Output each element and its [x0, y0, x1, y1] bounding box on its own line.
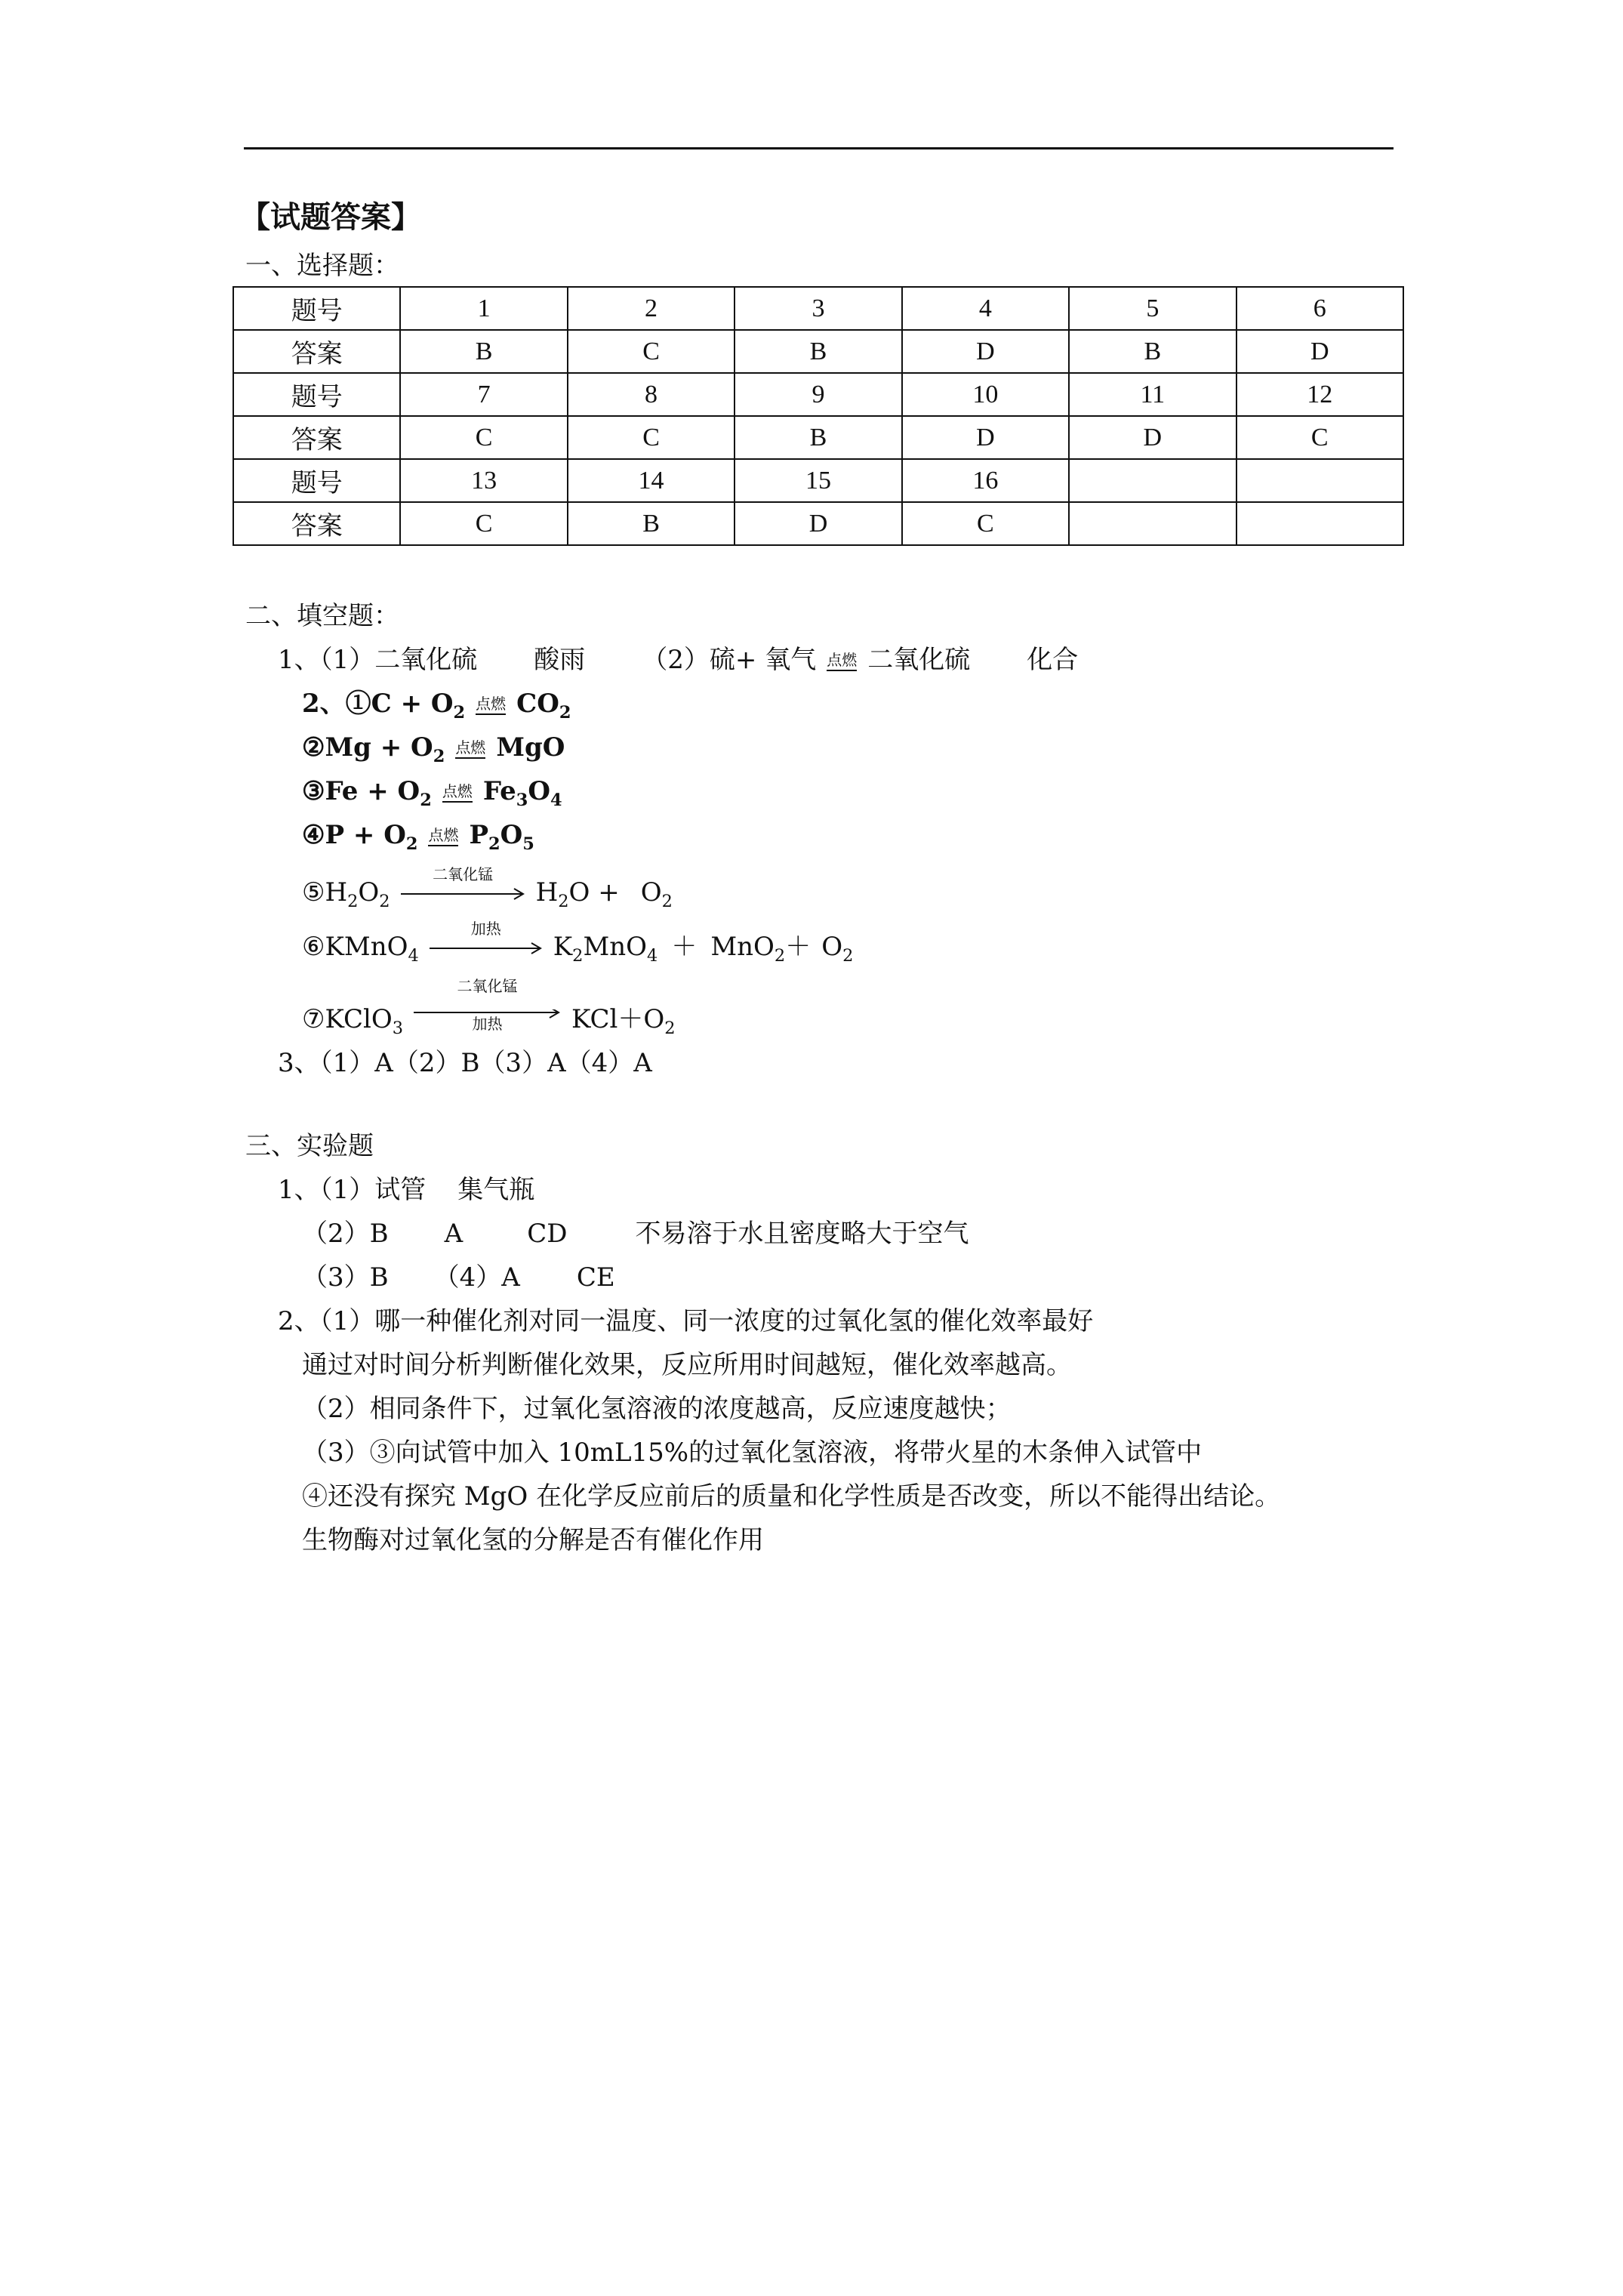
table-cell: C [1236, 416, 1403, 459]
exp-q2-line2: 通过对时间分析判断催化效果，反应所用时间越短，催化效率越高。 [302, 1350, 1072, 1380]
table-cell: 5 [1069, 287, 1236, 330]
q1-answer-5: 化合 [1027, 645, 1079, 675]
equation-5: $⑤H_2O_2$ 二氧化锰 $H_2O + O_2$ [302, 865, 673, 911]
table-cell: D [902, 330, 1069, 373]
table-cell: 9 [735, 373, 901, 416]
exp-q2-line6: 生物酶对过氧化氢的分解是否有催化作用 [302, 1525, 764, 1555]
table-cell: B [400, 330, 567, 373]
answer-table [233, 286, 1404, 546]
equation-3: ③Fe + $O_2$ 点燃 $Fe_3O_4$ [302, 776, 562, 810]
table-cell: 3 [735, 287, 901, 330]
table-cell: 14 [568, 459, 735, 502]
row-header-cell: 题号 [233, 287, 400, 330]
q1-answer-1: 1、（1）二氧化硫 [278, 645, 478, 675]
fill-q3: 3、（1）A（2）B（3）A（4）A [278, 1048, 652, 1078]
table-cell: C [568, 330, 735, 373]
table-cell: 10 [902, 373, 1069, 416]
exp-q1-line3: （3）B （4）A CE [302, 1262, 615, 1293]
equation-2: ②Mg + $O_2$ 点燃 MgO [302, 732, 565, 766]
exp-q1-line1: 1、（1）试管 集气瓶 [278, 1175, 535, 1205]
table-row [233, 287, 1403, 330]
table-row [233, 373, 1403, 416]
section1-title: 一、选择题： [245, 251, 399, 281]
table-cell: 11 [1069, 373, 1236, 416]
table-cell: 4 [902, 287, 1069, 330]
table-cell [1236, 502, 1403, 545]
q1-answer-4: 二氧化硫 [867, 645, 971, 675]
exp-q2-line3: （2）相同条件下，过氧化氢溶液的浓度越高，反应速度越快； [302, 1394, 1012, 1424]
table-cell: B [735, 416, 901, 459]
q1-answer-3: （2）硫+ 氧气 [642, 645, 817, 675]
ignite-condition: 点燃 [442, 783, 473, 803]
equation-1: 2、①C + $O_2$ 点燃 $CO_2$ [302, 689, 571, 723]
ignite-condition: 点燃 [827, 652, 857, 671]
q1-answer-2: 酸雨 [534, 645, 586, 675]
equation-6: ⑥KMnO$_4$ 加热 $K_2MnO_4 + MnO_2+ O_2$ [302, 920, 854, 966]
table-row [233, 502, 1403, 545]
row-header-cell: 答案 [233, 330, 400, 373]
table-cell: 15 [735, 459, 901, 502]
table-cell [1069, 459, 1236, 502]
answers-heading: 【试题答案】 [240, 199, 421, 235]
table-row [233, 330, 1403, 373]
header-rule [244, 147, 1394, 149]
table-cell: D [1069, 416, 1236, 459]
reaction-arrow: 加热 [430, 937, 543, 960]
row-header-cell: 题号 [233, 459, 400, 502]
reaction-arrow: 二氧化锰 加热 [414, 1009, 561, 1032]
table-cell: D [1236, 330, 1403, 373]
ignite-condition: 点燃 [428, 827, 458, 846]
row-header-cell: 题号 [233, 373, 400, 416]
table-cell: 8 [568, 373, 735, 416]
table-cell: 2 [568, 287, 735, 330]
ignite-condition: 点燃 [476, 695, 506, 715]
table-cell [1069, 502, 1236, 545]
table-cell: B [735, 330, 901, 373]
table-cell: C [400, 416, 567, 459]
table-cell: 6 [1236, 287, 1403, 330]
exp-q2-line5: ④还没有探究 MgO 在化学反应前后的质量和化学性质是否改变，所以不能得出结论。 [302, 1481, 1281, 1512]
row-header-cell: 答案 [233, 502, 400, 545]
table-row [233, 459, 1403, 502]
fill-q1 [278, 643, 1078, 676]
table-cell: B [1069, 330, 1236, 373]
table-cell: 7 [400, 373, 567, 416]
table-cell: 13 [400, 459, 567, 502]
equation-4: ④P + $O_2$ 点燃 $P_2O_5$ [302, 820, 534, 854]
row-header-cell: 答案 [233, 416, 400, 459]
ignite-condition: 点燃 [455, 739, 485, 759]
table-cell [1236, 459, 1403, 502]
table-cell: D [902, 416, 1069, 459]
exp-q2-line1: 2、（1）哪一种催化剂对同一温度、同一浓度的过氧化氢的催化效率最好 [278, 1306, 1094, 1336]
table-cell: C [400, 502, 567, 545]
equation-7: ⑦KClO$_3$ 二氧化锰 加热 $KCl+O_2$ [302, 977, 676, 1038]
section3-title: 三、实验题 [245, 1131, 374, 1161]
table-cell: 1 [400, 287, 567, 330]
table-row [233, 416, 1403, 459]
exp-q1-line2: （2）B A CD 不易溶于水且密度略大于空气 [302, 1219, 969, 1249]
reaction-arrow: 二氧化锰 [401, 883, 525, 905]
table-cell: D [735, 502, 901, 545]
exp-q2-line4: （3）③向试管中加入 10mL15%的过氧化氢溶液，将带火星的木条伸入试管中 [302, 1438, 1203, 1468]
table-cell: B [568, 502, 735, 545]
table-cell: C [568, 416, 735, 459]
table-cell: 12 [1236, 373, 1403, 416]
table-cell: C [902, 502, 1069, 545]
section2-title: 二、填空题： [245, 601, 399, 631]
table-cell: 16 [902, 459, 1069, 502]
